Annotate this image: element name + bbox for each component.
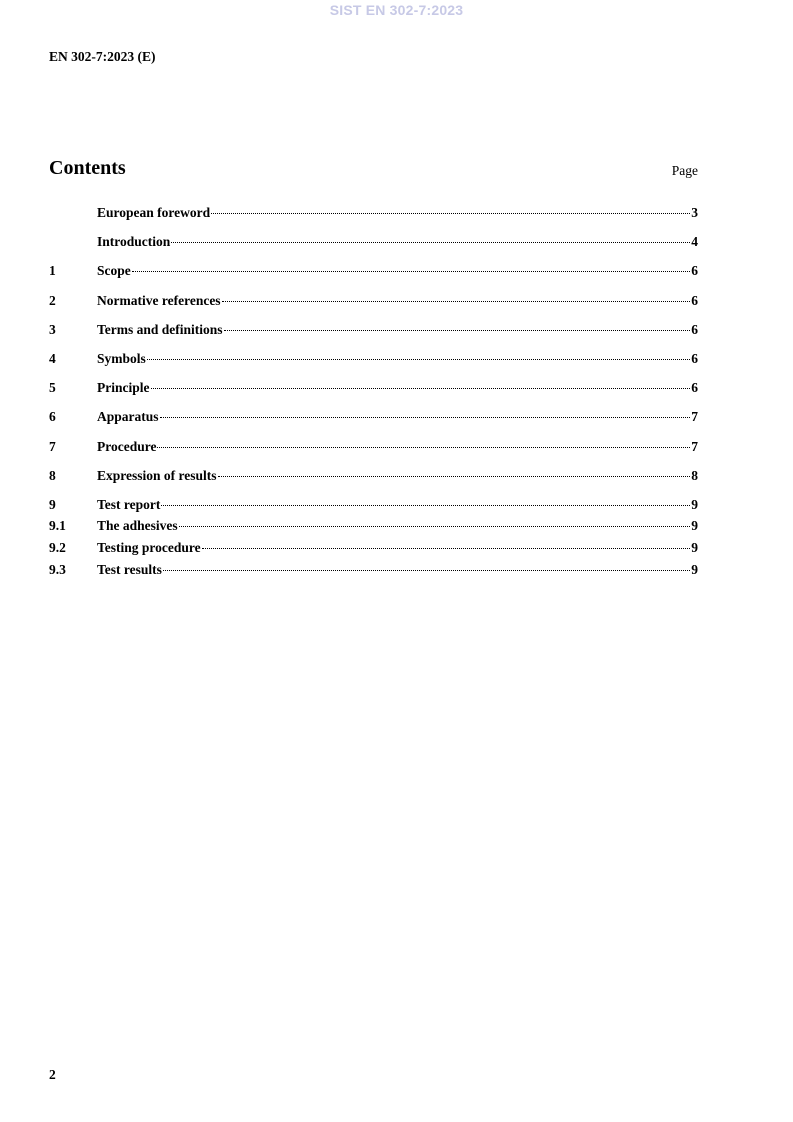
toc-entry-number: 1	[49, 263, 56, 279]
toc-entry-title: Normative references	[97, 292, 221, 308]
toc-entry-title: Test report	[97, 496, 161, 512]
toc-dot-leader	[150, 375, 692, 392]
toc-entry-page: 9	[691, 496, 698, 512]
toc-entry[interactable]	[49, 258, 698, 279]
toc-entry-number: 4	[49, 350, 56, 366]
toc-dot-leader	[159, 404, 692, 421]
toc-dot-leader	[146, 346, 691, 363]
toc-entry-title: Test results	[97, 561, 162, 577]
toc-entry-title: Apparatus	[97, 409, 159, 425]
toc-dot-leader	[160, 492, 691, 509]
toc-dot-leader	[162, 557, 691, 574]
toc-entry-title: The adhesives	[97, 518, 178, 534]
toc-entry[interactable]	[49, 404, 698, 425]
watermark-text: SIST EN 302-7:2023	[329, 2, 464, 18]
toc-dot-leader	[210, 200, 691, 217]
toc-entry[interactable]	[49, 492, 698, 513]
page-number: 2	[49, 1067, 56, 1082]
toc-entry[interactable]	[49, 200, 698, 221]
toc-entry-number: 3	[49, 321, 56, 337]
toc-dot-leader	[156, 434, 691, 451]
toc-entry[interactable]	[49, 229, 698, 250]
toc-dot-leader	[217, 463, 692, 480]
page-column-label: Page	[671, 163, 698, 178]
toc-entry-title: European foreword	[97, 205, 211, 220]
toc-entry-number: 9.1	[49, 518, 66, 534]
toc-entry-page: 8	[691, 467, 698, 483]
document-header: EN 302-7:2023 (E)	[49, 49, 156, 64]
toc-entry-number: 8	[49, 467, 56, 483]
toc-entry-page: 9	[691, 518, 698, 534]
toc-entry-title: Scope	[97, 263, 131, 279]
toc-entry-page: 6	[691, 292, 698, 308]
toc-entry[interactable]	[49, 513, 698, 534]
toc-entry-page: 9	[691, 561, 698, 577]
toc-entry-number: 9.3	[49, 561, 66, 577]
toc-dot-leader	[223, 317, 692, 334]
toc-entry-title: Procedure	[97, 438, 157, 454]
toc-entry-number: 6	[49, 409, 56, 425]
toc-entry-title: Terms and definitions	[97, 321, 223, 337]
toc-dot-leader	[221, 288, 692, 305]
toc-entry[interactable]	[49, 346, 698, 367]
toc-entry-page: 6	[691, 350, 698, 366]
toc-entry[interactable]	[49, 535, 698, 556]
toc-entry-number: 2	[49, 292, 56, 308]
toc-entry-number: 9	[49, 496, 56, 512]
toc-entry-title: Principle	[97, 380, 150, 396]
toc-entry[interactable]	[49, 463, 698, 484]
toc-entry[interactable]	[49, 288, 698, 309]
toc-entry-page: 9	[691, 540, 698, 556]
toc-entry[interactable]	[49, 317, 698, 338]
toc-entry-number: 9.2	[49, 540, 66, 556]
toc-entry-page: 6	[691, 263, 698, 279]
toc-entry-title: Expression of results	[97, 467, 217, 483]
toc-entry-number: 5	[49, 380, 56, 396]
table-of-contents	[49, 200, 698, 578]
toc-entry[interactable]	[49, 375, 698, 396]
toc-entry-page: 3	[691, 205, 698, 220]
toc-entry-page: 7	[691, 438, 698, 454]
toc-dot-leader	[170, 229, 691, 246]
toc-entry-title: Testing procedure	[97, 540, 201, 556]
toc-entry-page: 6	[691, 380, 698, 396]
toc-entry-title: Introduction	[97, 234, 171, 250]
toc-entry[interactable]	[49, 557, 698, 578]
toc-dot-leader	[201, 535, 692, 552]
toc-entry-page: 4	[691, 234, 698, 250]
toc-entry-page: 6	[691, 321, 698, 337]
toc-dot-leader	[131, 258, 692, 275]
contents-heading: Contents	[49, 157, 126, 179]
toc-entry-number: 7	[49, 438, 56, 454]
toc-entry-page: 7	[691, 409, 698, 425]
toc-entry-title: Symbols	[97, 350, 146, 366]
toc-dot-leader	[178, 513, 692, 530]
toc-entry[interactable]	[49, 434, 698, 455]
